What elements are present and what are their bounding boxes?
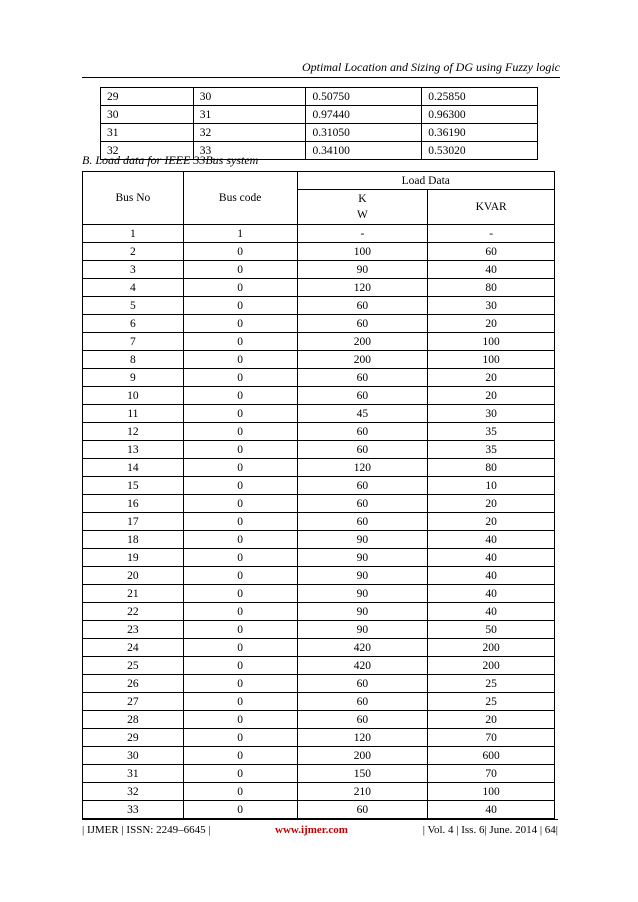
- resistance-cell: 0.34100: [306, 142, 422, 160]
- bus-code-cell: 0: [183, 369, 297, 387]
- kvar-cell: 35: [428, 423, 555, 441]
- kvar-cell: 40: [428, 261, 555, 279]
- table-row: [83, 693, 555, 711]
- bus-no-cell: 15: [83, 477, 184, 495]
- bus-code-cell: 0: [183, 459, 297, 477]
- kw-cell: 200: [297, 351, 428, 369]
- header-kvar: KVAR: [428, 190, 555, 225]
- header-kw-line2: W: [356, 209, 368, 221]
- table-row: [83, 567, 555, 585]
- from-bus-cell: 31: [101, 124, 194, 142]
- bus-no-cell: 25: [83, 657, 184, 675]
- bus-code-cell: 0: [183, 315, 297, 333]
- kvar-cell: 100: [428, 351, 555, 369]
- bus-no-cell: 5: [83, 297, 184, 315]
- bus-no-cell: 32: [83, 783, 184, 801]
- footer-website-link[interactable]: www.ijmer.com: [275, 824, 348, 836]
- kvar-cell: 35: [428, 441, 555, 459]
- table-row: [101, 124, 538, 142]
- table-row: [83, 675, 555, 693]
- kvar-cell: 30: [428, 297, 555, 315]
- table-row: [83, 513, 555, 531]
- load-data-table: [82, 171, 555, 819]
- kw-cell: 120: [297, 729, 428, 747]
- kvar-cell: 60: [428, 243, 555, 261]
- kvar-cell: 80: [428, 459, 555, 477]
- bus-code-cell: 0: [183, 711, 297, 729]
- table-row: [83, 441, 555, 459]
- footer-volume-info: | Vol. 4 | Iss. 6| June. 2014 | 64|: [422, 824, 558, 836]
- resistance-cell: 0.50750: [306, 88, 422, 106]
- kvar-cell: 40: [428, 801, 555, 819]
- kvar-cell: 70: [428, 765, 555, 783]
- table-row: [83, 801, 555, 819]
- table-row: [101, 106, 538, 124]
- kw-cell: 200: [297, 747, 428, 765]
- from-bus-cell: 30: [101, 106, 194, 124]
- table-row: [83, 225, 555, 243]
- bus-code-cell: 0: [183, 297, 297, 315]
- kw-cell: 120: [297, 459, 428, 477]
- bus-no-cell: 16: [83, 495, 184, 513]
- kvar-cell: 40: [428, 603, 555, 621]
- bus-code-cell: 0: [183, 621, 297, 639]
- table-row: [83, 495, 555, 513]
- kvar-cell: 40: [428, 549, 555, 567]
- bus-no-cell: 24: [83, 639, 184, 657]
- table-row: [101, 88, 538, 106]
- bus-code-cell: 0: [183, 585, 297, 603]
- bus-no-cell: 29: [83, 729, 184, 747]
- bus-code-cell: 0: [183, 603, 297, 621]
- bus-code-cell: 0: [183, 333, 297, 351]
- kvar-cell: 25: [428, 693, 555, 711]
- bus-no-cell: 26: [83, 675, 184, 693]
- kw-cell: 60: [297, 369, 428, 387]
- kw-cell: 90: [297, 549, 428, 567]
- bus-no-cell: 6: [83, 315, 184, 333]
- kw-cell: 60: [297, 495, 428, 513]
- kw-cell: 60: [297, 441, 428, 459]
- bus-no-cell: 7: [83, 333, 184, 351]
- table-row: [83, 297, 555, 315]
- kvar-cell: 40: [428, 585, 555, 603]
- page-footer: [82, 824, 558, 838]
- table-row: [83, 603, 555, 621]
- bus-code-cell: 0: [183, 783, 297, 801]
- kw-cell: 60: [297, 513, 428, 531]
- bus-no-cell: 11: [83, 405, 184, 423]
- bus-code-cell: 0: [183, 477, 297, 495]
- kvar-cell: 600: [428, 747, 555, 765]
- to-bus-cell: 30: [193, 88, 306, 106]
- reactance-cell: 0.36190: [422, 124, 538, 142]
- table-row: [83, 783, 555, 801]
- header-bus-code: Bus code: [183, 172, 297, 225]
- bus-code-cell: 0: [183, 801, 297, 819]
- bus-code-cell: 0: [183, 405, 297, 423]
- kvar-cell: 40: [428, 531, 555, 549]
- bus-no-cell: 4: [83, 279, 184, 297]
- kw-cell: 200: [297, 333, 428, 351]
- kvar-cell: -: [428, 225, 555, 243]
- reactance-cell: 0.53020: [422, 142, 538, 160]
- kvar-cell: 70: [428, 729, 555, 747]
- kvar-cell: 200: [428, 657, 555, 675]
- kvar-cell: 40: [428, 567, 555, 585]
- kw-cell: 60: [297, 477, 428, 495]
- kvar-cell: 20: [428, 369, 555, 387]
- kw-cell: 45: [297, 405, 428, 423]
- bus-code-cell: 0: [183, 657, 297, 675]
- bus-no-cell: 1: [83, 225, 184, 243]
- table-row: [83, 657, 555, 675]
- kw-cell: 60: [297, 675, 428, 693]
- bus-no-cell: 13: [83, 441, 184, 459]
- to-bus-cell: 31: [193, 106, 306, 124]
- table-row: [83, 387, 555, 405]
- kw-cell: 90: [297, 603, 428, 621]
- bus-no-cell: 8: [83, 351, 184, 369]
- bus-code-cell: 0: [183, 549, 297, 567]
- table-row: [83, 765, 555, 783]
- kw-cell: 150: [297, 765, 428, 783]
- kw-cell: 90: [297, 261, 428, 279]
- kw-cell: 420: [297, 639, 428, 657]
- to-bus-cell: 32: [193, 124, 306, 142]
- bus-no-cell: 2: [83, 243, 184, 261]
- table-row: [83, 333, 555, 351]
- bus-no-cell: 23: [83, 621, 184, 639]
- kvar-cell: 20: [428, 387, 555, 405]
- bus-no-cell: 18: [83, 531, 184, 549]
- bus-no-cell: 19: [83, 549, 184, 567]
- header-divider: [82, 77, 560, 78]
- kw-cell: 60: [297, 711, 428, 729]
- bus-no-cell: 31: [83, 765, 184, 783]
- kw-cell: 60: [297, 693, 428, 711]
- table-row: [83, 405, 555, 423]
- table-row: [83, 351, 555, 369]
- bus-no-cell: 10: [83, 387, 184, 405]
- table-row: [83, 369, 555, 387]
- bus-no-cell: 30: [83, 747, 184, 765]
- bus-code-cell: 0: [183, 423, 297, 441]
- bus-no-cell: 12: [83, 423, 184, 441]
- table-row: [83, 729, 555, 747]
- bus-no-cell: 27: [83, 693, 184, 711]
- table-row: [83, 549, 555, 567]
- table-row: [83, 477, 555, 495]
- bus-no-cell: 20: [83, 567, 184, 585]
- from-bus-cell: 32: [101, 142, 194, 160]
- table-row: [83, 261, 555, 279]
- table-row: [83, 747, 555, 765]
- kvar-cell: 200: [428, 639, 555, 657]
- branch-table-body: [101, 88, 538, 160]
- to-bus-cell: 33: [193, 142, 306, 160]
- kw-cell: 60: [297, 387, 428, 405]
- bus-no-cell: 17: [83, 513, 184, 531]
- kw-cell: 60: [297, 297, 428, 315]
- bus-code-cell: 0: [183, 639, 297, 657]
- branch-data-table: [100, 87, 538, 160]
- bus-no-cell: 14: [83, 459, 184, 477]
- from-bus-cell: 29: [101, 88, 194, 106]
- running-header: Optimal Location and Sizing of DG using Fuzzy logic: [302, 60, 560, 74]
- kw-cell: 60: [297, 315, 428, 333]
- kvar-cell: 20: [428, 315, 555, 333]
- bus-code-cell: 0: [183, 531, 297, 549]
- bus-code-cell: 1: [183, 225, 297, 243]
- bus-code-cell: 0: [183, 495, 297, 513]
- table-row: [83, 459, 555, 477]
- resistance-cell: 0.97440: [306, 106, 422, 124]
- bus-code-cell: 0: [183, 729, 297, 747]
- table-row: [83, 279, 555, 297]
- bus-code-cell: 0: [183, 387, 297, 405]
- bus-no-cell: 21: [83, 585, 184, 603]
- kvar-cell: 30: [428, 405, 555, 423]
- footer-journal-info: | IJMER | ISSN: 2249–6645 |: [82, 824, 211, 836]
- bus-no-cell: 9: [83, 369, 184, 387]
- kw-cell: 60: [297, 423, 428, 441]
- bus-code-cell: 0: [183, 279, 297, 297]
- bus-no-cell: 22: [83, 603, 184, 621]
- kvar-cell: 20: [428, 513, 555, 531]
- kw-cell: 90: [297, 585, 428, 603]
- bus-code-cell: 0: [183, 693, 297, 711]
- kvar-cell: 25: [428, 675, 555, 693]
- header-kw: [297, 190, 428, 225]
- bus-no-cell: 28: [83, 711, 184, 729]
- kvar-cell: 20: [428, 495, 555, 513]
- reactance-cell: 0.25850: [422, 88, 538, 106]
- kw-cell: 90: [297, 567, 428, 585]
- table-row: [83, 639, 555, 657]
- bus-no-cell: 33: [83, 801, 184, 819]
- kw-cell: 60: [297, 801, 428, 819]
- bus-code-cell: 0: [183, 513, 297, 531]
- bus-code-cell: 0: [183, 243, 297, 261]
- kvar-cell: 100: [428, 333, 555, 351]
- header-bus-no: Bus No: [83, 172, 184, 225]
- table-row: [83, 315, 555, 333]
- bus-code-cell: 0: [183, 747, 297, 765]
- reactance-cell: 0.96300: [422, 106, 538, 124]
- load-table-body: [83, 225, 555, 819]
- header-load-data: Load Data: [297, 172, 554, 190]
- table-row: [83, 711, 555, 729]
- bus-code-cell: 0: [183, 261, 297, 279]
- table-row: [83, 621, 555, 639]
- bus-code-cell: 0: [183, 351, 297, 369]
- footer-divider: [82, 819, 558, 820]
- kw-cell: 420: [297, 657, 428, 675]
- section-title: B. Load data for IEEE 33Bus system: [82, 153, 259, 167]
- kw-cell: 100: [297, 243, 428, 261]
- kw-cell: -: [297, 225, 428, 243]
- table-row: [83, 585, 555, 603]
- kvar-cell: 100: [428, 783, 555, 801]
- table-row: [83, 531, 555, 549]
- kvar-cell: 50: [428, 621, 555, 639]
- kw-cell: 90: [297, 621, 428, 639]
- bus-code-cell: 0: [183, 441, 297, 459]
- bus-code-cell: 0: [183, 765, 297, 783]
- header-kw-line1: K: [358, 193, 367, 205]
- table-row: [83, 423, 555, 441]
- kw-cell: 90: [297, 531, 428, 549]
- kvar-cell: 80: [428, 279, 555, 297]
- table-row: [83, 243, 555, 261]
- kvar-cell: 10: [428, 477, 555, 495]
- bus-code-cell: 0: [183, 567, 297, 585]
- bus-code-cell: 0: [183, 675, 297, 693]
- kw-cell: 120: [297, 279, 428, 297]
- kvar-cell: 20: [428, 711, 555, 729]
- kw-cell: 210: [297, 783, 428, 801]
- resistance-cell: 0.31050: [306, 124, 422, 142]
- bus-no-cell: 3: [83, 261, 184, 279]
